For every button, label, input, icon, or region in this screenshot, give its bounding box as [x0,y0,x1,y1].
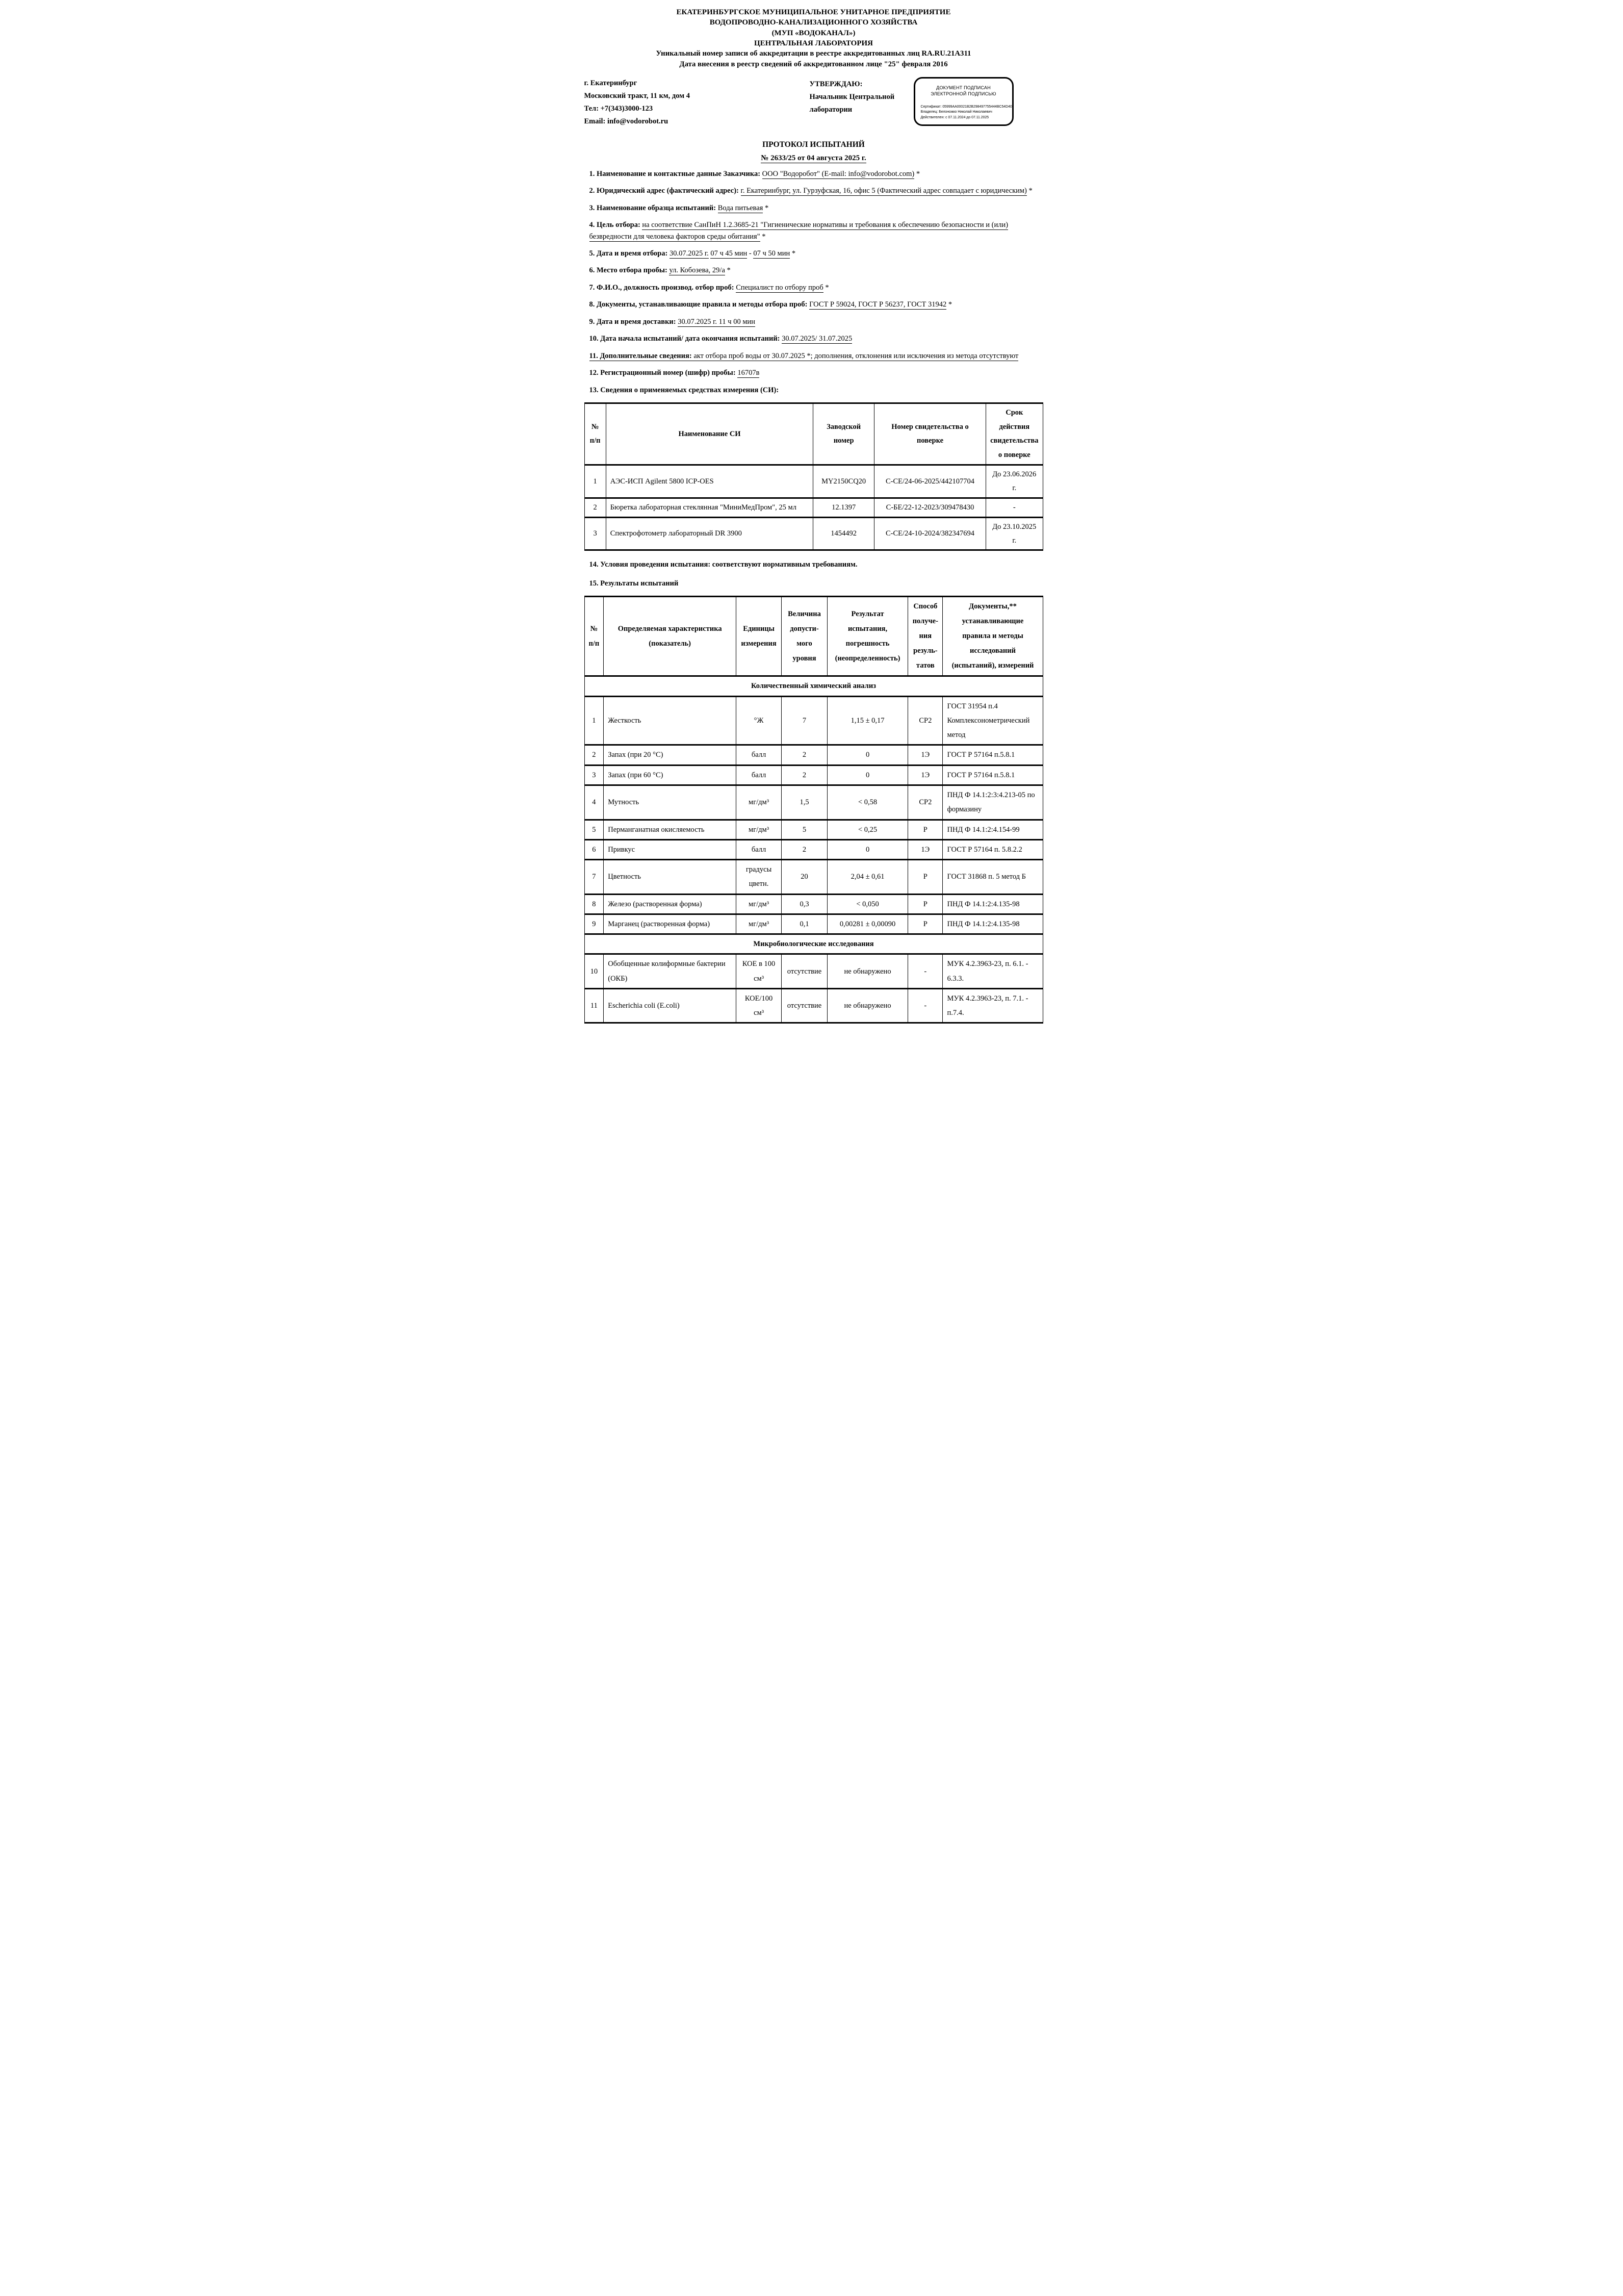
result-cell: Р [908,894,943,914]
field-10-label: 10. Дата начала испытаний/ дата окончания испытаний: [589,335,782,343]
table-row [584,745,1043,765]
section-chemical-analysis: Количественный химический анализ [584,676,1043,696]
field-7-label: 7. Ф.И.О., должность производ. отбор проб: [589,283,736,292]
results-header-cell: № п/п [584,597,604,676]
result-cell: 0 [827,765,908,785]
result-cell: ГОСТ Р 57164 п.5.8.1 [943,745,1043,765]
field-5-value-time-start: 07 ч 45 мин [710,249,748,258]
registry-date-line: Дата внесения в реестр сведений об аккредитованном лице "25" февраля 2016 [679,60,948,69]
si-table-header-row [584,403,1043,465]
field-1-value: ООО "Водоробот" (E-mail: info@vodorobot.com) [762,169,915,178]
si-cell: До 23.06.2026 г. [986,465,1043,498]
approver-title: Начальник Центральной лаборатории [809,92,895,114]
result-cell: МУК 4.2.3963-23, п. 6.1. - 6.3.3. [943,954,1043,989]
result-cell: 0,1 [782,914,828,934]
table-section-row [584,934,1043,954]
results-header-cell: Документы,** устанавливающие правила и методы исследований (испытаний), измерений [943,597,1043,676]
si-header-cell: Заводской номер [813,403,874,465]
field-6-value: ул. Кобозева, 29/а [669,266,725,275]
table-row [584,839,1043,859]
field-3-star: * [763,203,769,212]
field-14-label: 14. Условия проведения испытания: соответствуют нормативным требованиям. [589,560,858,569]
result-cell: < 0,050 [827,894,908,914]
result-cell: Обобщенные колиформные бактерии (ОКБ) [604,954,736,989]
result-cell: < 0,58 [827,785,908,820]
field-4-label: 4. Цель отбора: [589,221,642,229]
si-cell: С-БЕ/22-12-2023/309478430 [874,498,986,518]
result-cell: СР2 [908,785,943,820]
table-row [584,465,1043,498]
field-4 [589,219,1043,242]
table-section-row [584,676,1043,696]
result-cell: мг/дм³ [736,785,782,820]
field-4-value: на соответствие СанПиН 1.2.3685-21 "Гигиенические нормативы и требования к обеспечению безопасности и (или) безвредности для человека факторов среды обитания" [589,221,1009,241]
field-3-label: 3. Наименование образца испытаний: [589,203,718,212]
protocol-number-value: № 2633/25 от 04 августа 2025 г. [761,154,866,162]
field-7 [589,282,1043,293]
result-cell: Цветность [604,860,736,895]
result-cell: Мутность [604,785,736,820]
test-results-table [584,596,1043,1024]
contact-phone: Тел: +7(343)3000-123 [584,104,653,113]
result-cell: ГОСТ Р 57164 п.5.8.1 [943,765,1043,785]
info-row [584,77,1043,128]
field-9 [589,316,1043,327]
org-name-line-3: (МУП «ВОДОКАНАЛ») [771,29,856,37]
field-5 [589,248,1043,259]
result-cell: 6 [584,839,604,859]
result-cell: 0 [827,745,908,765]
field-8-value: ГОСТ Р 59024, ГОСТ Р 56237, ГОСТ 31942 [809,300,947,309]
result-cell: Р [908,914,943,934]
measuring-instruments-table [584,402,1043,551]
field-6 [589,265,1043,276]
org-name-line-2: ВОДОПРОВОДНО-КАНАЛИЗАЦИОННОГО ХОЗЯЙСТВА [709,18,918,27]
result-cell: 2 [782,839,828,859]
field-8 [589,299,1043,310]
result-cell: 10 [584,954,604,989]
si-cell: 1454492 [813,517,874,550]
field-15-label: 15. Результаты испытаний [589,579,679,588]
si-cell: Спектрофотометр лабораторный DR 3900 [606,517,813,550]
field-5-label: 5. Дата и время отбора: [589,249,669,258]
si-cell: 1 [584,465,606,498]
field-3-value: Вода питьевая [717,203,763,212]
si-header-cell: № п/п [584,403,606,465]
field-12-value: 16707в [737,369,760,377]
stamp-certificate: Сертификат: 05999AA00021B2B298497755444BC54D40 [920,105,1012,109]
field-15 [589,578,1043,589]
e-signature-stamp [914,77,1014,126]
result-cell: не обнаружено [827,988,908,1023]
result-cell: 2,04 ± 0,61 [827,860,908,895]
table-row [584,894,1043,914]
result-cell: ГОСТ 31954 п.4 Комплексонометрический метод [943,696,1043,745]
result-cell: градусы цветн. [736,860,782,895]
result-cell: - [908,954,943,989]
result-cell: 1Э [908,839,943,859]
si-cell: - [986,498,1043,518]
result-cell: ПНД Ф 14.1:2:3:4.213-05 по формазину [943,785,1043,820]
results-header-cell: Способ получения результатов [908,597,943,676]
field-7-value: Специалист по отбору проб [736,283,823,292]
result-cell: мг/дм³ [736,820,782,839]
result-cell: ГОСТ 31868 п. 5 метод Б [943,860,1043,895]
approval-block [810,77,912,116]
field-6-label: 6. Место отбора пробы: [589,266,669,275]
table-row [584,517,1043,550]
result-cell: балл [736,765,782,785]
result-cell: 1,15 ± 0,17 [827,696,908,745]
result-cell: Привкус [604,839,736,859]
result-cell: 0,00281 ± 0,00090 [827,914,908,934]
result-cell: балл [736,839,782,859]
result-cell: СР2 [908,696,943,745]
result-cell: ПНД Ф 14.1:2:4.135-98 [943,894,1043,914]
field-5-value-time-end: 07 ч 50 мин [753,249,790,258]
field-5-separator: - [747,249,754,258]
result-cell: 1Э [908,765,943,785]
table-row [584,765,1043,785]
result-cell: Перманганатная окисляемость [604,820,736,839]
result-cell: МУК 4.2.3963-23, п. 7.1. - п.7.4. [943,988,1043,1023]
result-cell: 1,5 [782,785,828,820]
results-header-cell: Определяемая характеристика (показатель) [604,597,736,676]
page-title: ПРОТОКОЛ ИСПЫТАНИЙ [762,140,865,149]
protocol-number [584,154,1043,163]
field-1 [589,168,1043,180]
stamp-title-line-2: ЭЛЕКТРОННОЙ ПОДПИСЬЮ [931,91,996,96]
field-13 [589,385,1043,396]
result-cell: 5 [782,820,828,839]
org-name-line-4: ЦЕНТРАЛЬНАЯ ЛАБОРАТОРИЯ [754,39,873,47]
table-row [584,498,1043,518]
result-cell: Марганец (растворенная форма) [604,914,736,934]
si-header-cell: Номер свидетельства о поверке [874,403,986,465]
contacts-block [584,77,810,128]
result-cell: - [908,988,943,1023]
result-cell: 2 [584,745,604,765]
result-cell: °Ж [736,696,782,745]
result-cell: отсутствие [782,988,828,1023]
si-cell: 3 [584,517,606,550]
accreditation-line: Уникальный номер записи об аккредитации в реестре аккредитованных лиц RA.RU.21А311 [656,49,971,58]
table-row [584,954,1043,989]
approval-label: УТВЕРЖДАЮ: [809,80,863,88]
results-table-header-row [584,597,1043,676]
si-cell: 12.1397 [813,498,874,518]
result-cell: 1Э [908,745,943,765]
results-header-cell: Результат испытания, погрешность (неопределенность) [827,597,908,676]
field-10-value: 30.07.2025/ 31.07.2025 [782,335,853,343]
table-row [584,696,1043,745]
stamp-title-line-1: ДОКУМЕНТ ПОДПИСАН [936,85,991,90]
result-cell: ПНД Ф 14.1:2:4.135-98 [943,914,1043,934]
stamp-owner: Владелец: Белоножко Николай Николаевич [920,110,992,114]
result-cell: балл [736,745,782,765]
result-cell: Железо (растворенная форма) [604,894,736,914]
si-header-cell: Срок действия свидетельства о поверке [986,403,1043,465]
si-cell: MY2150CQ20 [813,465,874,498]
result-cell: 2 [782,745,828,765]
field-9-label: 9. Дата и время доставки: [589,317,678,326]
result-cell: 11 [584,988,604,1023]
section-microbiology: Микробиологические исследования [584,934,1043,954]
field-2 [589,185,1043,196]
field-2-value: г. Екатеринбург, ул. Гурзуфская, 16, офис 5 (Фактический адрес совпадает с юридическим) [740,187,1027,195]
table-row [584,860,1043,895]
field-7-star: * [823,283,829,292]
field-11 [589,350,1043,362]
stamp-title [921,85,1007,97]
field-1-star: * [914,169,920,178]
si-header-cell: Наименование СИ [606,403,813,465]
result-cell: ГОСТ Р 57164 п. 5.8.2.2 [943,839,1043,859]
field-11-label: 11. Дополнительные сведения: [589,351,692,360]
contact-city: г. Екатеринбург [584,79,637,87]
stamp-validity: Действителен: с 07.11.2024 до 07.11.2025 [920,115,989,119]
result-cell: Р [908,860,943,895]
result-cell: не обнаружено [827,954,908,989]
field-8-label: 8. Документы, устанавливающие правила и методы отбора проб: [589,300,810,309]
field-5-value-date: 30.07.2025 г. [669,249,709,258]
result-cell: 0,3 [782,894,828,914]
result-cell: КОЕ в 100 см³ [736,954,782,989]
field-1-label: 1. Наименование и контактные данные Заказчика: [589,169,762,178]
result-cell: 7 [584,860,604,895]
result-cell: 4 [584,785,604,820]
result-cell: 3 [584,765,604,785]
result-cell: Запах (при 20 °С) [604,745,736,765]
result-cell: 8 [584,894,604,914]
result-cell: Escherichia coli (E.coli) [604,988,736,1023]
result-cell: мг/дм³ [736,894,782,914]
result-cell: Запах (при 60 °С) [604,765,736,785]
field-12 [589,367,1043,378]
result-cell: 2 [782,765,828,785]
field-12-label: 12. Регистрационный номер (шифр) пробы: [589,369,738,377]
si-cell: С-СЕ/24-06-2025/442107704 [874,465,986,498]
results-header-cell: Единицы измерения [736,597,782,676]
table-row [584,988,1043,1023]
result-cell: 0 [827,839,908,859]
field-2-label: 2. Юридический адрес (фактический адрес): [589,187,741,195]
result-cell: ПНД Ф 14.1:2:4.154-99 [943,820,1043,839]
field-9-value: 30.07.2025 г. 11 ч 00 мин [678,317,756,326]
result-cell: 5 [584,820,604,839]
result-cell: КОЕ/100 см³ [736,988,782,1023]
contact-address: Московский тракт, 11 км, дом 4 [584,91,690,100]
result-cell: мг/дм³ [736,914,782,934]
result-cell: 1 [584,696,604,745]
si-cell: С-СЕ/24-10-2024/382347694 [874,517,986,550]
table-row [584,820,1043,839]
table-row [584,914,1043,934]
results-header-cell: Величина допустимого уровня [782,597,828,676]
field-8-star: * [946,300,952,309]
field-13-label: 13. Сведения о применяемых средствах измерения (СИ): [589,386,779,394]
si-cell: Бюретка лабораторная стеклянная "МиниМедПром", 25 мл [606,498,813,518]
field-5-star: * [790,249,796,258]
org-name-line-1: ЕКАТЕРИНБУРГСКОЕ МУНИЦИПАЛЬНОЕ УНИТАРНОЕ ПРЕДПРИЯТИЕ [676,8,951,16]
result-cell: Жесткость [604,696,736,745]
document-page [531,0,1092,1042]
field-3 [589,202,1043,214]
field-14 [589,559,1043,570]
stamp-details [920,105,1012,120]
result-cell: 20 [782,860,828,895]
contact-email: Email: info@vodorobot.ru [584,117,668,125]
result-cell: < 0,25 [827,820,908,839]
si-cell: АЭС-ИСП Agilent 5800 ICP-OES [606,465,813,498]
field-6-star: * [725,266,731,275]
field-4-star: * [760,232,766,241]
result-cell: отсутствие [782,954,828,989]
result-cell: 9 [584,914,604,934]
field-10 [589,333,1043,344]
si-cell: 2 [584,498,606,518]
field-11-value: акт отбора проб воды от 30.07.2025 *; дополнения, отклонения или исключения из метода отсутствуют [691,351,1019,360]
result-cell: Р [908,820,943,839]
table-row [584,785,1043,820]
result-cell: 7 [782,696,828,745]
si-cell: До 23.10.2025 г. [986,517,1043,550]
field-2-star: * [1026,187,1033,195]
